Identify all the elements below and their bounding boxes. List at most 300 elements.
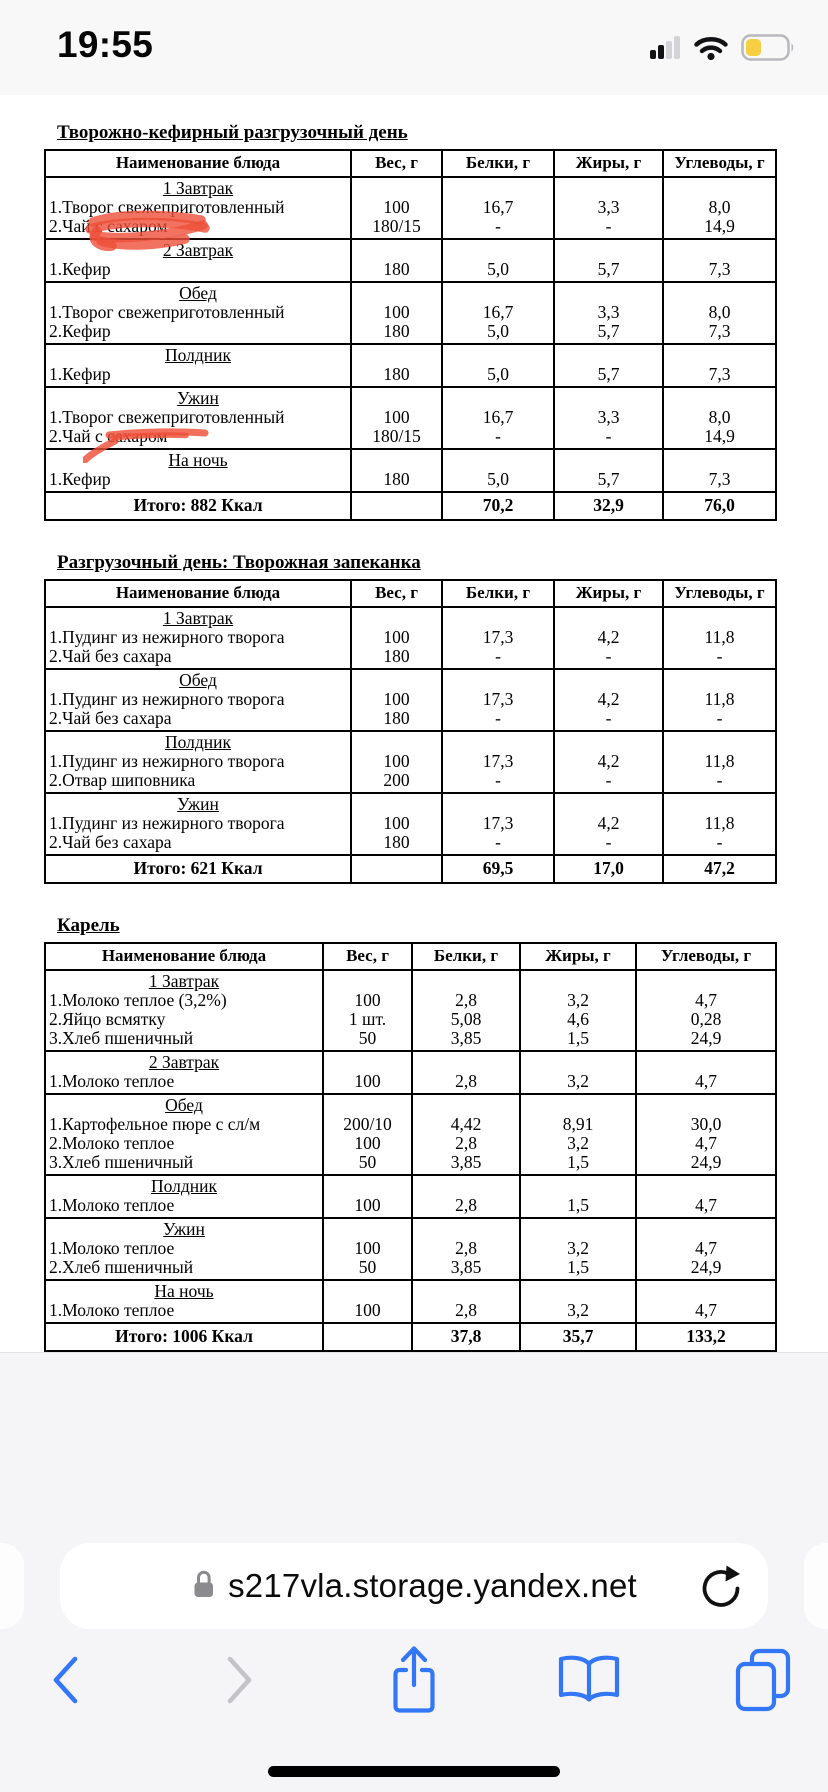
value-line: 180/15 (372, 216, 421, 236)
weight-cell (323, 1051, 412, 1094)
value-line: 100 (383, 302, 410, 322)
dish-line: 1.Творог свежеприготовленный (49, 197, 285, 217)
value-line: 17,3 (482, 627, 514, 647)
empty-line (413, 1282, 519, 1301)
dish-cell (45, 449, 351, 492)
fat-cell (554, 239, 663, 282)
value-line: 2,8 (455, 990, 477, 1010)
protein-cell (412, 1218, 520, 1280)
next-tab-edge[interactable] (804, 1543, 828, 1629)
carbs-cell (663, 669, 776, 731)
value-line: 1,5 (567, 1152, 589, 1172)
empty-line (352, 609, 441, 628)
protein-cell (442, 239, 554, 282)
dish-line: 2.Яйцо всмятку (49, 1009, 166, 1029)
total-value-cell (636, 1323, 776, 1351)
empty-line (637, 1096, 775, 1115)
empty-line (664, 609, 775, 628)
dish-line: 2.Чай без сахара (49, 832, 172, 852)
empty-line (637, 1053, 775, 1072)
empty-line (443, 284, 553, 303)
value-line: 3,3 (597, 197, 620, 217)
empty-line (324, 1096, 411, 1115)
value-line: 100 (354, 990, 381, 1010)
value-line: 5,0 (487, 259, 509, 279)
empty-line (413, 1177, 519, 1196)
dish-line: 2.Чай с сахаром (46, 217, 350, 236)
carbs-cell (636, 1218, 776, 1280)
weight-cell (351, 387, 442, 449)
fat-cell (520, 1175, 636, 1218)
fat-cell (554, 669, 663, 731)
empty-line (352, 671, 441, 690)
empty-line (555, 733, 662, 752)
value-line: 50 (358, 1257, 377, 1277)
column-header: Жиры, г (554, 580, 663, 607)
dish-cell (45, 1280, 323, 1323)
total-value: 17,0 (593, 858, 624, 878)
total-row (45, 1323, 776, 1351)
empty-line (664, 451, 775, 470)
cellular-signal-icon (650, 36, 681, 64)
meal-title: 2 Завтрак (162, 240, 234, 260)
empty-line (352, 241, 441, 260)
meal-title: Обед (179, 670, 217, 690)
safari-bottom-bar (0, 1352, 828, 1792)
value-line: 4,7 (695, 1195, 717, 1215)
weight-cell (323, 1280, 412, 1323)
value-line: - (605, 832, 612, 852)
safari-toolbar (30, 1625, 798, 1735)
value-line: 100 (383, 627, 410, 647)
value-line: 5,0 (487, 364, 509, 384)
value-line: 8,91 (562, 1114, 594, 1134)
total-value (352, 494, 441, 517)
weight-cell (351, 177, 442, 239)
empty-line (637, 1220, 775, 1239)
dish-line: 2.Отвар шиповника (49, 770, 196, 790)
empty-line (637, 972, 775, 991)
diet-table (44, 579, 777, 884)
total-value: 35,7 (562, 1326, 594, 1346)
meal-title: 2 Завтрак (148, 1052, 220, 1072)
meal-section-row (45, 669, 776, 731)
fat-cell (520, 1051, 636, 1094)
empty-line (352, 284, 441, 303)
empty-line (555, 795, 662, 814)
weight-cell (351, 607, 442, 669)
share-icon[interactable] (379, 1640, 449, 1720)
tabs-icon[interactable] (728, 1640, 798, 1720)
table-title: Творожно-кефирный разгрузочный день (57, 122, 408, 143)
column-header: Углеводы, г (663, 580, 776, 607)
empty-line (555, 241, 662, 260)
total-value-cell (323, 1323, 412, 1351)
dish-line: 2.Кефир (49, 321, 111, 341)
value-line: - (605, 426, 612, 446)
fat-cell (554, 387, 663, 449)
total-value-cell (351, 855, 442, 883)
status-bar (0, 0, 828, 95)
protein-cell (412, 1175, 520, 1218)
address-bar[interactable] (60, 1543, 768, 1629)
dish-line: 1.Кефир (49, 469, 111, 489)
total-label: Итого: 1006 Ккал (115, 1326, 253, 1346)
carbs-cell (663, 239, 776, 282)
value-line: 3,85 (450, 1028, 482, 1048)
fat-cell (554, 449, 663, 492)
total-value: 70,2 (482, 495, 514, 515)
dish-cell (45, 387, 351, 449)
total-value-cell (412, 1323, 520, 1351)
total-value-cell (663, 855, 776, 883)
value-line: 2,8 (455, 1195, 477, 1215)
dish-line: 1.Молоко теплое (3,2%) (49, 990, 227, 1010)
fat-cell (554, 177, 663, 239)
value-line: 11,8 (704, 813, 735, 833)
value-line: 24,9 (690, 1257, 722, 1277)
dish-line: 2.Чай с сахаром (46, 427, 350, 446)
fat-cell (554, 607, 663, 669)
meal-section-row (45, 282, 776, 344)
value-line: 100 (383, 813, 410, 833)
value-line: 11,8 (704, 627, 735, 647)
protein-cell (442, 607, 554, 669)
empty-line (664, 346, 775, 365)
dish-line: 1.Молоко теплое (49, 1300, 175, 1320)
value-line: 100 (383, 197, 410, 217)
value-line: - (605, 216, 612, 236)
value-line: 4,7 (695, 1238, 717, 1258)
column-header: Вес, г (323, 943, 412, 970)
value-line: 8,0 (708, 302, 731, 322)
empty-line (443, 389, 553, 408)
empty-line (324, 1053, 411, 1072)
dish-line: 3.Хлеб пшеничный (49, 1152, 194, 1172)
carbs-cell (663, 387, 776, 449)
protein-cell (442, 793, 554, 855)
value-line: - (495, 216, 501, 236)
diet-table (44, 149, 777, 521)
url-text: s217vla.storage.yandex.net (228, 1567, 637, 1604)
empty-line (555, 179, 662, 198)
value-line: 3,85 (450, 1257, 482, 1277)
meal-section-row (45, 793, 776, 855)
value-line: 8,0 (708, 197, 731, 217)
value-line: - (495, 770, 501, 790)
empty-line (637, 1282, 775, 1301)
value-line: 4,2 (597, 813, 620, 833)
meal-section-row (45, 387, 776, 449)
value-line: 3,2 (567, 1071, 589, 1091)
weight-cell (351, 449, 442, 492)
column-header: Белки, г (412, 943, 520, 970)
value-line: 180 (383, 708, 410, 728)
empty-line (555, 671, 662, 690)
meal-section-row (45, 239, 776, 282)
dish-cell (45, 970, 323, 1051)
previous-tab-edge[interactable] (0, 1543, 24, 1629)
weight-cell (351, 282, 442, 344)
empty-line (352, 451, 441, 470)
value-line: - (716, 832, 723, 852)
total-value-cell (442, 855, 554, 883)
empty-line (413, 1220, 519, 1239)
protein-cell (412, 1280, 520, 1323)
column-header: Углеводы, г (663, 150, 776, 177)
meal-title: Ужин (163, 1219, 205, 1239)
value-line: 4,7 (695, 1300, 717, 1320)
total-label: Итого: 621 Ккал (133, 858, 263, 878)
carbs-cell (663, 177, 776, 239)
value-line: 100 (383, 689, 410, 709)
meal-title: 1 Завтрак (162, 178, 234, 198)
value-line: 5,7 (597, 469, 620, 489)
value-line: 100 (383, 751, 410, 771)
carbs-cell (636, 1280, 776, 1323)
reload-icon[interactable] (698, 1560, 746, 1612)
carbs-cell (636, 1051, 776, 1094)
empty-line (324, 972, 411, 991)
empty-line (664, 389, 775, 408)
total-value-cell (520, 1323, 636, 1351)
meal-section-row (45, 1218, 776, 1280)
value-line: 24,9 (690, 1152, 722, 1172)
value-line: 14,9 (704, 426, 735, 446)
value-line: 100 (354, 1071, 381, 1091)
empty-line (521, 1177, 635, 1196)
empty-line (664, 733, 775, 752)
red-scribble-annotation: с сахаром (95, 217, 167, 236)
total-value-cell (351, 492, 442, 520)
home-indicator[interactable] (268, 1766, 560, 1777)
empty-line (555, 451, 662, 470)
value-line: 3,2 (567, 1300, 589, 1320)
weight-cell (323, 1218, 412, 1280)
dish-cell (45, 239, 351, 282)
column-header: Вес, г (351, 580, 442, 607)
empty-line (324, 1220, 411, 1239)
value-line: 17,3 (482, 689, 514, 709)
dish-cell (45, 731, 351, 793)
clock: 19:55 (57, 24, 154, 65)
value-line: 16,7 (482, 302, 514, 322)
column-header: Наименование блюда (45, 943, 323, 970)
value-line: 5,7 (597, 321, 620, 341)
dish-cell (45, 1094, 323, 1175)
meal-title: На ночь (168, 450, 228, 470)
value-line: 180 (383, 469, 410, 489)
weight-cell (351, 239, 442, 282)
meal-section-row (45, 449, 776, 492)
total-value: 76,0 (704, 495, 735, 515)
dish-cell (45, 793, 351, 855)
back-icon[interactable] (30, 1640, 100, 1720)
carbs-cell (636, 1094, 776, 1175)
value-line: 100 (354, 1300, 381, 1320)
empty-line (521, 1282, 635, 1301)
dish-line: 2.Хлеб пшеничный (49, 1257, 194, 1277)
value-line: 4,2 (597, 689, 620, 709)
value-line: 4,7 (695, 1133, 717, 1153)
carbs-cell (636, 1175, 776, 1218)
meal-section-row (45, 970, 776, 1051)
total-value-cell (442, 492, 554, 520)
forward-icon[interactable] (205, 1640, 275, 1720)
meal-title: Полдник (164, 732, 232, 752)
total-value: 69,5 (482, 858, 514, 878)
empty-line (521, 1053, 635, 1072)
meal-title: Полдник (164, 345, 232, 365)
total-label-cell (45, 855, 351, 883)
dish-line: 1.Пудинг из нежирного творога (49, 751, 285, 771)
value-line: 50 (358, 1028, 377, 1048)
value-line: - (495, 426, 501, 446)
value-line: 3,2 (567, 1133, 589, 1153)
value-line: 4,2 (597, 751, 620, 771)
empty-line (443, 451, 553, 470)
dish-cell (45, 344, 351, 387)
protein-cell (442, 387, 554, 449)
dish-line: 1.Пудинг из нежирного творога (49, 689, 285, 709)
value-line: 11,8 (704, 689, 735, 709)
status-icons (650, 34, 796, 66)
empty-line (521, 972, 635, 991)
value-line: 180 (383, 646, 410, 666)
value-line: 180 (383, 364, 410, 384)
empty-line (443, 733, 553, 752)
empty-line (664, 284, 775, 303)
value-line: 5,7 (597, 259, 620, 279)
value-line: 4,42 (450, 1114, 482, 1134)
total-label: Итого: 882 Ккал (133, 495, 263, 515)
value-line: 50 (358, 1152, 377, 1172)
empty-line (352, 795, 441, 814)
total-value-cell (554, 492, 663, 520)
dish-line: 1.Кефир (49, 259, 111, 279)
value-line: 180 (383, 259, 410, 279)
column-header: Белки, г (442, 580, 554, 607)
empty-line (413, 1096, 519, 1115)
total-label-cell (45, 1323, 323, 1351)
carbs-cell (663, 344, 776, 387)
empty-line (443, 346, 553, 365)
carbs-cell (636, 970, 776, 1051)
value-line: 3,2 (567, 1238, 589, 1258)
empty-line (352, 733, 441, 752)
protein-cell (412, 970, 520, 1051)
value-line: 17,3 (482, 751, 514, 771)
protein-cell (412, 1051, 520, 1094)
total-value (324, 1325, 411, 1348)
value-line: 180 (383, 321, 410, 341)
total-value: 37,8 (450, 1326, 482, 1346)
value-line: 17,3 (482, 813, 514, 833)
value-line: 7,3 (708, 469, 731, 489)
value-line: 200 (383, 770, 410, 790)
empty-line (443, 609, 553, 628)
meal-title: Полдник (150, 1176, 218, 1196)
empty-line (664, 795, 775, 814)
column-header: Жиры, г (520, 943, 636, 970)
red-strikethrough-annotation: сахаром (107, 427, 167, 446)
dish-line: 1.Кефир (49, 364, 111, 384)
protein-cell (442, 449, 554, 492)
value-line: 14,9 (704, 216, 735, 236)
value-line: 2,8 (455, 1133, 477, 1153)
value-line: 11,8 (704, 751, 735, 771)
carbs-cell (663, 282, 776, 344)
meal-title: 1 Завтрак (162, 608, 234, 628)
column-header: Наименование блюда (45, 150, 351, 177)
value-line: 5,08 (450, 1009, 482, 1029)
value-line: 16,7 (482, 197, 514, 217)
value-line: 7,3 (708, 259, 731, 279)
weight-cell (323, 970, 412, 1051)
weight-cell (323, 1175, 412, 1218)
dish-line: 2.Чай без сахара (49, 708, 172, 728)
weight-cell (351, 669, 442, 731)
dish-cell (45, 607, 351, 669)
value-line: 2,8 (455, 1238, 477, 1258)
weight-cell (351, 793, 442, 855)
empty-line (443, 671, 553, 690)
lock-icon (191, 1567, 216, 1605)
bookmarks-icon[interactable] (554, 1640, 624, 1720)
diet-table-block (44, 914, 828, 1352)
weight-cell (351, 344, 442, 387)
meal-title: 1 Завтрак (148, 971, 220, 991)
value-line: 100 (383, 407, 410, 427)
diet-table (44, 942, 777, 1352)
protein-cell (442, 669, 554, 731)
empty-line (555, 346, 662, 365)
empty-line (352, 389, 441, 408)
wifi-icon (694, 35, 728, 65)
fat-cell (520, 1094, 636, 1175)
diet-table-block (44, 121, 828, 521)
meal-title: Обед (179, 283, 217, 303)
protein-cell (442, 344, 554, 387)
empty-line (664, 241, 775, 260)
empty-line (352, 346, 441, 365)
empty-line (443, 179, 553, 198)
value-line: 200/10 (343, 1114, 392, 1134)
dish-cell (45, 177, 351, 239)
header-row (45, 943, 776, 970)
meal-title: Ужин (177, 794, 219, 814)
weight-cell (323, 1094, 412, 1175)
value-line: - (495, 832, 501, 852)
meal-title: На ночь (154, 1281, 214, 1301)
total-value (352, 857, 441, 880)
meal-section-row (45, 607, 776, 669)
value-line: 4,6 (567, 1009, 589, 1029)
meal-section-row (45, 731, 776, 793)
fat-cell (520, 970, 636, 1051)
value-line: 1,5 (567, 1028, 589, 1048)
meal-section-row (45, 1175, 776, 1218)
empty-line (521, 1220, 635, 1239)
value-line: - (495, 708, 501, 728)
total-value: 32,9 (593, 495, 624, 515)
column-header: Белки, г (442, 150, 554, 177)
total-value-cell (663, 492, 776, 520)
carbs-cell (663, 449, 776, 492)
empty-line (413, 972, 519, 991)
battery-icon (741, 34, 796, 66)
value-line: 5,0 (487, 469, 509, 489)
